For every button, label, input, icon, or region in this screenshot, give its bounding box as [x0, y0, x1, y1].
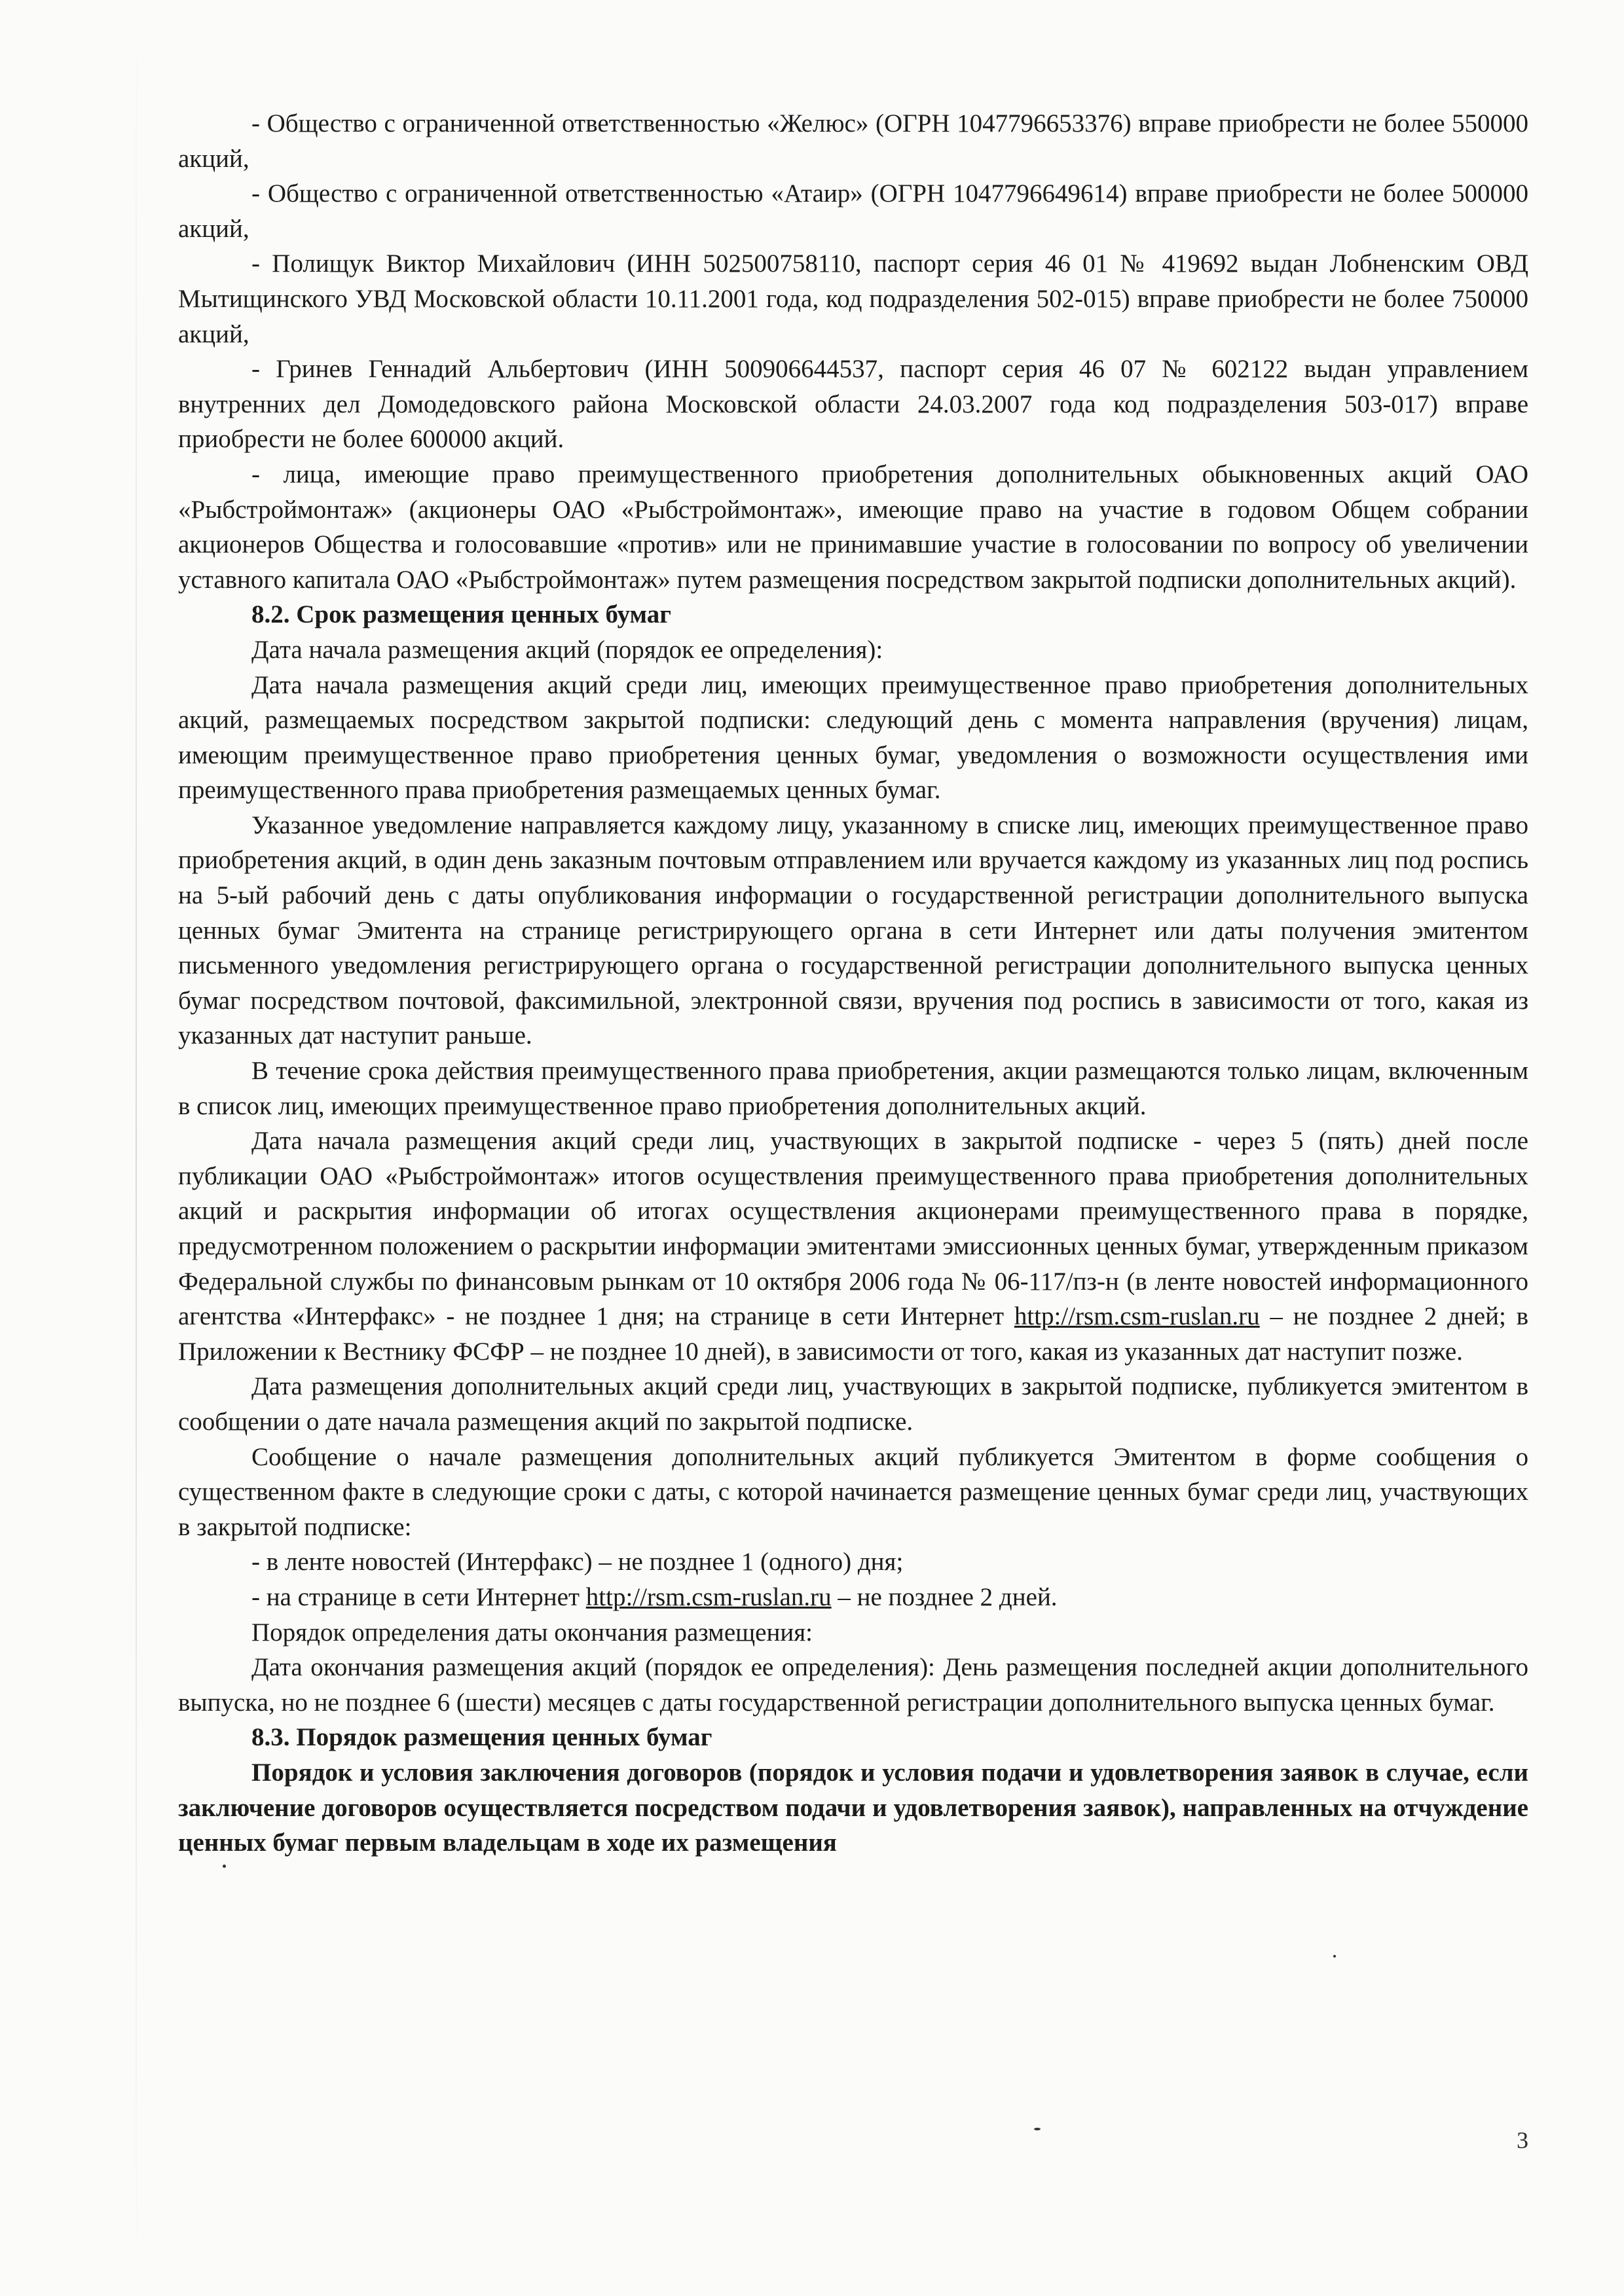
page-number: 3: [1517, 2127, 1528, 2153]
paragraph: Дата начала размещения акций среди лиц, имеющих преимущественное право приобретения дополнительных акций, размещаемых посредством закрытой подписки: следующий день с момента направления (вручения) лицам, имеющим преимущественное право приобретения ценных бумаг, уведомления о возможности осуществления ими преимущественного права приобретения размещаемых ценных бумаг.: [178, 670, 1528, 805]
paragraph: - Полищук Виктор Михайлович (ИНН 502500758110, паспорт серия 46 01 № 419692 выдан Лобненским ОВД Мытищинского УВД Московской области 10.11.2001 года, код подразделения 502-015) вправе приобрести не более 750000 акций,: [178, 249, 1528, 348]
scan-speck: [1034, 2128, 1041, 2130]
bold-paragraph: Порядок и условия заключения договоров (порядок и условия подачи и удовлетворения заявок в случае, если заключение договоров осуществляется посредством подачи и удовлетворения заявок), направленных на отчуждение ценных бумаг первым владельцам в ходе их размещения: [178, 1758, 1528, 1857]
scan-edge: [136, 0, 137, 2296]
paragraph-text: Дата начала размещения акций среди лиц, участвующих в закрытой подписке - через 5 (пять) дней после публикации ОАО «Рыбстроймонтаж» итогов осуществления преимущественного права приобретения дополнительных акций и раскрытия информации об итогах осуществления акционерами преимущественного права в порядке, предусмотренном положением о раскрытии информации эмитентами эмиссионных ценных бумаг, утвержденным приказом Федеральной службы по финансовым рынкам от 10 октября 2006 года № 06-117/пз-н (в ленте новостей информационного агентства «Интерфакс» - не позднее 1 дня; на странице в сети Интернет: [178, 1127, 1528, 1331]
scan-speck: [1333, 1955, 1336, 1958]
scan-speck: [223, 1865, 226, 1868]
section-heading: 8.2. Срок размещения ценных бумаг: [251, 600, 671, 629]
paragraph: Дата начала размещения акций (порядок ее определения):: [251, 635, 883, 664]
paragraph: Указанное уведомление направляется каждому лицу, указанному в списке лиц, имеющих преимущественное право приобретения акций, в один день заказным почтовым отправлением или вручается каждому из указанных лиц под роспись на 5-ый рабочий день с даты опубликования информации о государственной регистрации дополнительного выпуска ценных бумаг Эмитента на странице регистрирующего органа в сети Интернет или даты получения эмитентом письменного уведомления регистрирующего органа о государственной регистрации дополнительного выпуска ценных бумаг посредством почтовой, факсимильной, электронной связи, вручения под роспись в зависимости от того, какая из указанных дат наступит раньше.: [178, 811, 1528, 1050]
paragraph: Сообщение о начале размещения дополнительных акций публикуется Эмитентом в форме сообщения о существенном факте в следующие сроки с даты, с которой начинается размещение ценных бумаг среди лиц, участвующих в закрытой подписке:: [178, 1442, 1528, 1541]
list-item: [178, 1580, 1528, 1615]
paragraph: - лица, имеющие право преимущественного приобретения дополнительных обыкновенных акций ОАО «Рыбстроймонтаж» (акционеры ОАО «Рыбстроймонтаж», имеющие право на участие в годовом Общем собрании акционеров Общества и голосовавшие «против» или не принимавшие участие в голосовании по вопросу об увеличении уставного капитала ОАО «Рыбстроймонтаж» путем размещения посредством закрытой подписки дополнительных акций).: [178, 460, 1528, 594]
paragraph: - Гринев Геннадий Альбертович (ИНН 500906644537, паспорт серия 46 07 № 602122 выдан управлением внутренних дел Домодедовского района Московской области 24.03.2007 года код подразделения 503-017) вправе приобрести не более 600000 акций.: [178, 355, 1528, 454]
paragraph: Дата размещения дополнительных акций среди лиц, участвующих в закрытой подписке, публикуется эмитентом в сообщении о дате начала размещения акций по закрытой подписке.: [178, 1372, 1528, 1436]
paragraph: В течение срока действия преимущественного права приобретения, акции размещаются только лицам, включенным в список лиц, имеющих преимущественное право приобретения дополнительных акций.: [178, 1057, 1528, 1120]
website-link[interactable]: http://rsm.csm-ruslan.ru: [1014, 1302, 1260, 1331]
paragraph: Порядок определения даты окончания размещения:: [251, 1618, 813, 1647]
paragraph-text: – не позднее 2 дней; в Приложении к Вестнику ФСФР – не позднее 10 дней), в зависимости от того, какая из указанных дат наступит позже.: [178, 1302, 1528, 1366]
website-link[interactable]: http://rsm.csm-ruslan.ru: [585, 1582, 832, 1611]
paragraph: Дата окончания размещения акций (порядок ее определения): День размещения последней акции дополнительного выпуска, но не позднее 6 (шести) месяцев с даты государственной регистрации дополнительного выпуска ценных бумаг.: [178, 1653, 1528, 1717]
list-item: - в ленте новостей (Интерфакс) – не позднее 1 (одного) дня;: [251, 1548, 904, 1576]
paragraph: - Общество с ограниченной ответственностью «Желюс» (ОГРН 1047796653376) вправе приобрести не более 550000 акций,: [178, 109, 1528, 173]
paragraph-text: - на странице в сети Интернет: [251, 1582, 586, 1611]
document-page: [178, 106, 1528, 1861]
section-heading: 8.3. Порядок размещения ценных бумаг: [251, 1723, 712, 1752]
paragraph-text: – не позднее 2 дней.: [831, 1582, 1058, 1611]
paragraph: - Общество с ограниченной ответственностью «Атаир» (ОГРН 1047796649614) вправе приобрести не более 500000 акций,: [178, 179, 1528, 243]
paragraph: [178, 1123, 1528, 1369]
